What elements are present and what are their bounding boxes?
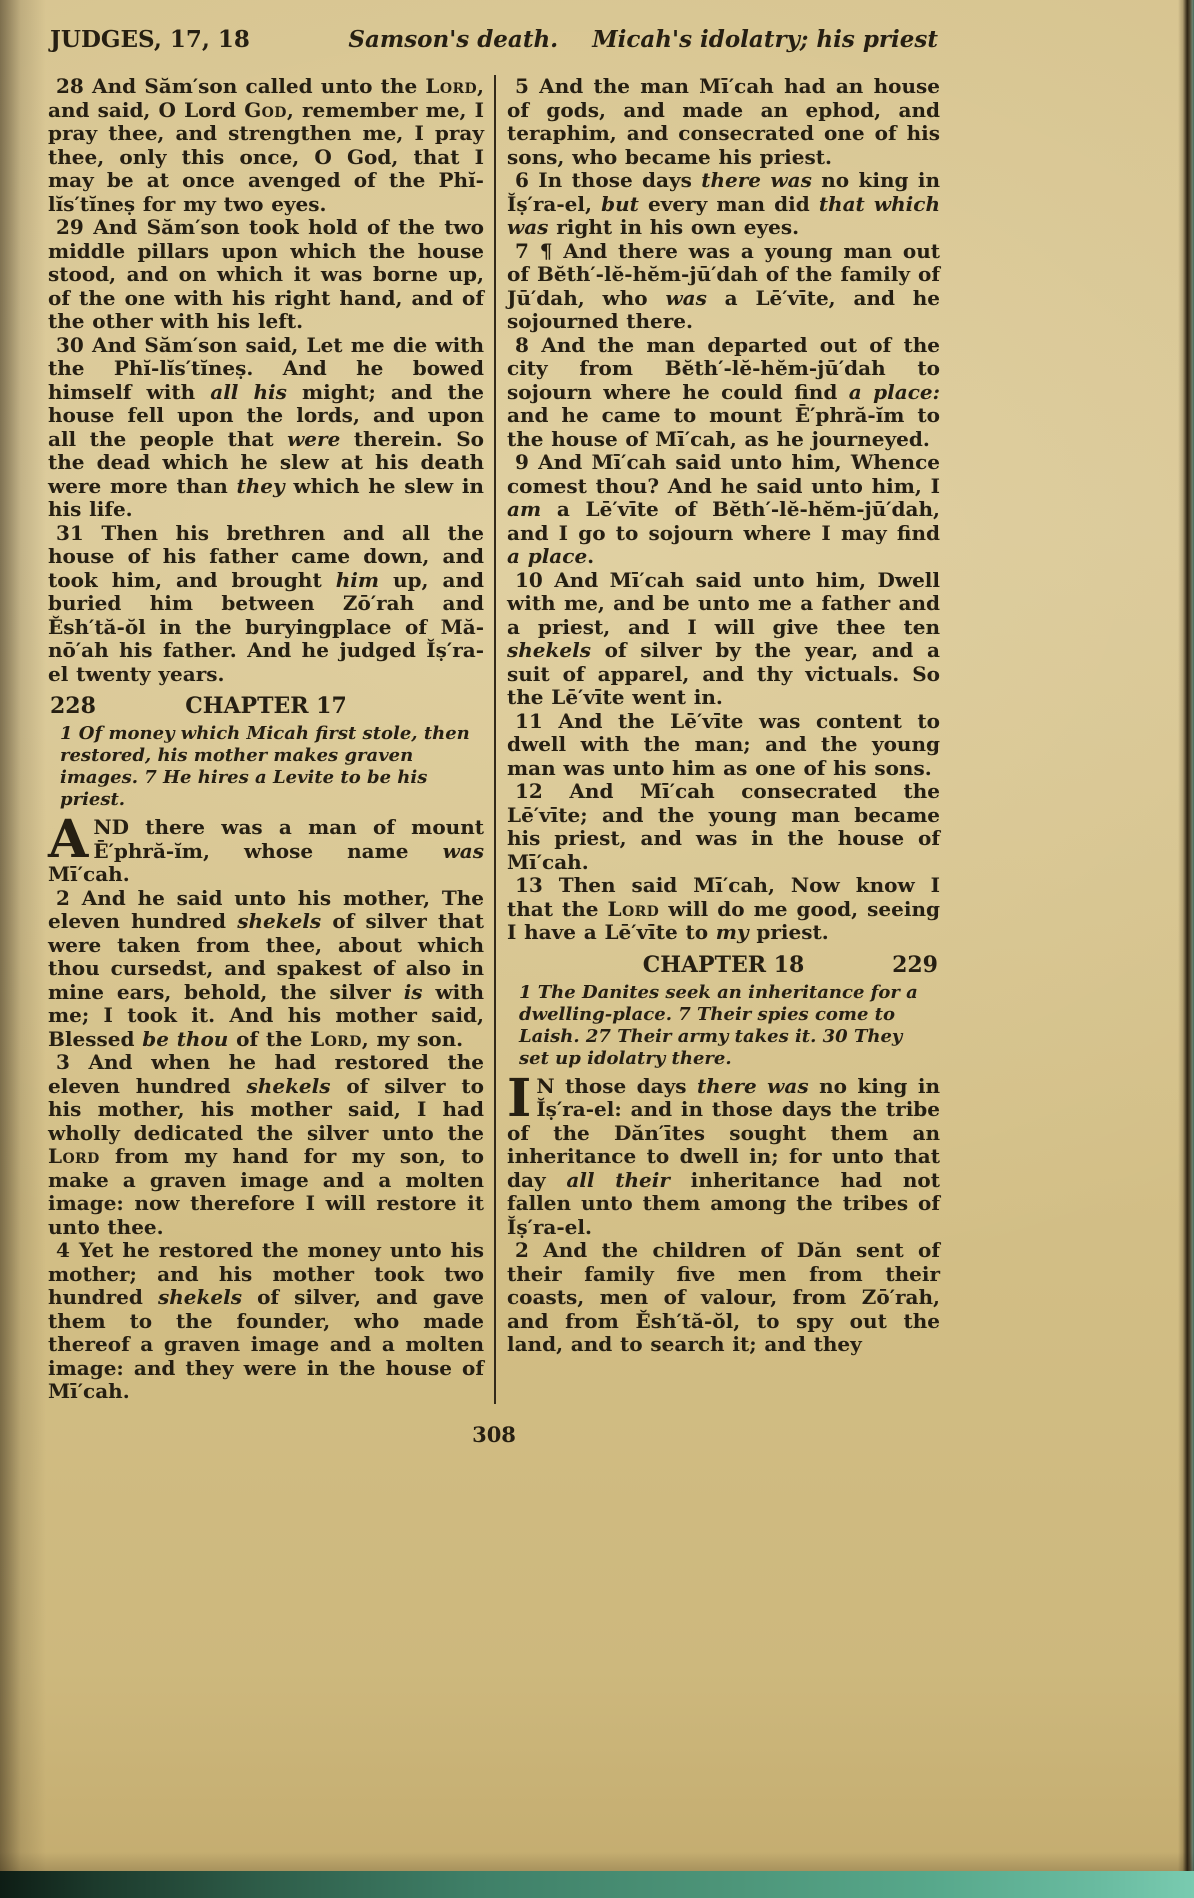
book-chapter-reference: JUDGES, 17, 18 xyxy=(50,26,250,53)
italic-text: they xyxy=(236,473,285,498)
small-caps-divine-name: Lord xyxy=(607,896,660,921)
italic-text: him xyxy=(335,567,380,592)
running-head-right-page-summary: Micah's idolatry; his priest xyxy=(592,26,938,53)
book-cover-strip xyxy=(0,1871,1194,1898)
verse-paragraph: 8 And the man departed out of the city from Bĕth′-lĕ-hĕm-jū′dah to sojourn where he could find a place: and he came to mount Ē′phră-ĭm to the house of Mī′cah, as he journeyed. xyxy=(507,332,940,451)
italic-text: was xyxy=(665,285,707,310)
running-head-left-page-summary: Samson's death. xyxy=(348,26,559,53)
chapter-summary: 1 The Danites seek an inheritance for a dwelling-place. 7 Their spies come to Laish. 27 Their army takes it. 30 They set up idolatry there. xyxy=(519,981,918,1069)
italic-text: there was xyxy=(696,1073,809,1098)
verse-paragraph: AND there was a man of mount Ē′phră-ĭm, whose name was Mī′cah. xyxy=(48,809,484,886)
italic-text: all their xyxy=(566,1167,670,1192)
italic-text: my xyxy=(715,920,749,944)
chapter-left-number: 228 xyxy=(50,693,96,719)
verse-paragraph: 29 And Săm′son took hold of the two middle pillars upon which the house stood, and on which it was borne up, of the one with his right hand, and of the other with his left. xyxy=(48,215,484,333)
page-content xyxy=(48,26,940,1447)
drop-cap: I xyxy=(507,1067,532,1129)
small-caps-divine-name: Lord xyxy=(425,74,478,98)
page-gutter-shadow xyxy=(0,0,46,1898)
italic-text: but xyxy=(601,191,639,216)
verse-paragraph: 10 And Mī′cah said unto him, Dwell with me, and be unto me a father and a priest, and I will give thee ten shekels of silver by the year, and a suit of apparel, and thy victuals. So the Lē′vīte went in. xyxy=(507,567,940,709)
italic-text: that which was xyxy=(507,191,940,239)
italic-text: shekels xyxy=(246,1073,331,1098)
running-head-summaries xyxy=(348,26,938,53)
page-edge-shadow xyxy=(1178,0,1194,1898)
chapter-right-number: 229 xyxy=(892,951,938,978)
chapter-title: CHAPTER 17 xyxy=(185,693,347,719)
italic-text: there was xyxy=(701,168,812,192)
text-columns xyxy=(48,75,940,1404)
chapter-title: CHAPTER 18 xyxy=(642,951,805,978)
italic-text: is xyxy=(403,979,423,1004)
italic-text: shekels xyxy=(507,638,591,662)
page-number: 308 xyxy=(472,1421,516,1447)
verse-paragraph: 30 And Săm′son said, Let me die with the Phĭ-lĭs′tĭneṣ. And he bowed himself with all his might; and the house fell upon the lords, and upon all the people that were therein. So the dead which he slew at his death were more than they which he slew in his life. xyxy=(48,332,484,521)
verse-paragraph: 28 And Săm′son called unto the Lord, and said, O Lord God, remember me, I pray thee, and strengthen me, I pray thee, only this once, O God, that I may be at once avenged of the Phĭ-lĭs′tĭneṣ for my two eyes. xyxy=(48,74,484,216)
italic-text: shekels xyxy=(237,909,322,933)
italic-text: be thou xyxy=(142,1026,229,1051)
verse-paragraph: 12 And Mī′cah consecrated the Lē′vīte; and the young man became his priest, and was in the house of Mī′cah. xyxy=(507,779,940,874)
chapter-heading xyxy=(507,952,940,978)
verse-paragraph: 4 Yet he restored the money unto his mother; and his mother took two hundred shekels of silver, and gave them to the founder, who made thereof a graven image and a molten image: and they were in the house of Mī′cah. xyxy=(48,1238,484,1403)
verse-paragraph: 31 Then his brethren and all the house of his father came down, and took him, and brought him up, and buried him between Zō′rah and Ĕsh′tă-ŏl in the buryingplace of Mă-nō′ah his father. And he judged Ĭṣ′ra-el twenty years. xyxy=(48,520,484,686)
italic-text: a place: xyxy=(848,379,940,404)
verse-paragraph: 3 And when he had restored the eleven hundred shekels of silver to his mother, his mother said, I had wholly dedicated the silver unto the Lord from my hand for my son, to make a graven image and a molten image: now therefore I will restore it unto thee. xyxy=(48,1050,484,1239)
verse-paragraph: I N those days there was no king in Ĭṣ′ra-el: and in those days the tribe of the Dăn′ītes sought them an inheritance to dwell in; for unto that day all their inheritance had not fallen unto them among the tribes of Ĭṣ′ra-el. xyxy=(507,1067,941,1239)
verse-paragraph: 2 And the children of Dăn sent of their family five men from their coasts, men of valour, from Zō′rah, and from Ĕsh′tă-ŏl, to spy out the land, and to search it; and they xyxy=(507,1238,940,1356)
verse-paragraph: 5 And the man Mī′cah had an house of gods, and made an ephod, and teraphim, and consecrated one of his sons, who became his priest. xyxy=(507,74,940,169)
verse-paragraph: 6 In those days there was no king in Ĭṣ′ra-el, but every man did that which was right in his own eyes. xyxy=(507,168,940,239)
italic-text: a place xyxy=(507,544,588,568)
drop-cap: A xyxy=(48,809,89,870)
chapter-heading xyxy=(48,693,484,719)
verse-paragraph: 13 Then said Mī′cah, Now know I that the Lord will do me good, seeing I have a Lē′vīte to my priest. xyxy=(507,873,940,944)
italic-text: shekels xyxy=(157,1285,242,1309)
small-caps-divine-name: God xyxy=(244,97,287,122)
italic-text: am xyxy=(507,497,542,521)
verse-paragraph: 11 And the Lē′vīte was content to dwell with the man; and the young man was unto him as one of his sons. xyxy=(507,708,940,780)
italic-text: was xyxy=(442,838,484,863)
running-head xyxy=(48,26,940,53)
chapter-summary: 1 Of money which Micah first stole, then restored, his mother makes graven images. 7 He hires a Levite to be his priest. xyxy=(60,723,470,810)
italic-text: all his xyxy=(210,379,287,404)
verse-paragraph: 7 ¶ And there was a young man out of Bĕth′-lĕ-hĕm-jū′dah of the family of Jū′dah, who was a Lē′vīte, and he sojourned there. xyxy=(507,238,940,333)
small-caps-divine-name: Lord xyxy=(48,1144,100,1168)
right-column xyxy=(494,75,940,1404)
verse-paragraph: 9 And Mī′cah said unto him, Whence comest thou? And he said unto him, I am a Lē′vīte of Bĕth′-lĕ-hĕm-jū′dah, and I go to sojourn where I may find a place. xyxy=(507,450,940,568)
left-column xyxy=(48,75,494,1404)
verse-paragraph: 2 And he said unto his mother, The eleven hundred shekels of silver that were taken from thee, about which thou cursedst, and spakest of also in mine ears, behold, the silver is with me; I took it. And his mother said, Blessed be thou of the Lord, my son. xyxy=(48,885,485,1051)
italic-text: were xyxy=(287,426,341,451)
small-caps-divine-name: Lord xyxy=(310,1026,362,1051)
